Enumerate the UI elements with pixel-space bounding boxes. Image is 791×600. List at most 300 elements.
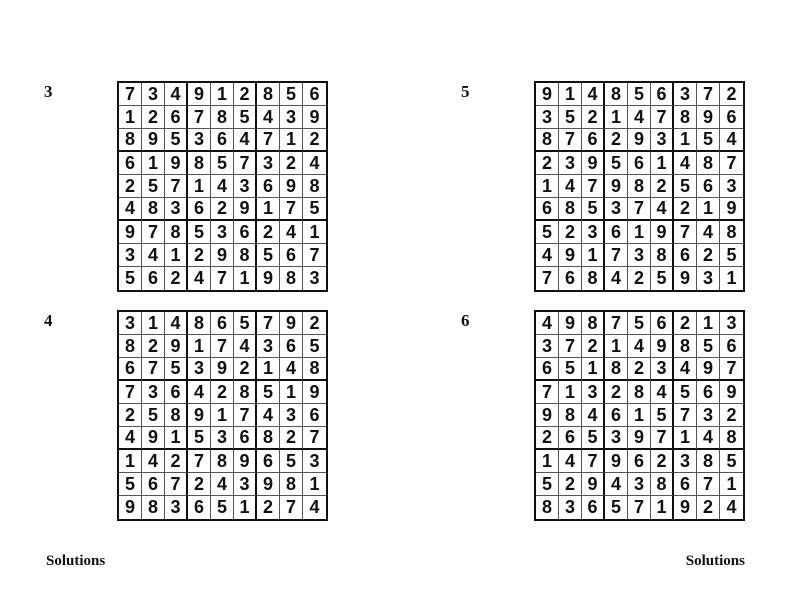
sudoku-cell: 4 [142,244,165,267]
sudoku-cell: 7 [257,129,280,152]
sudoku-cell: 2 [651,175,674,198]
footer-label-left: Solutions [46,553,106,569]
sudoku-cell: 8 [628,175,651,198]
sudoku-cell: 4 [303,152,326,175]
sudoku-cell: 9 [211,244,234,267]
sudoku-cell: 4 [651,381,674,404]
sudoku-cell: 6 [559,267,582,290]
sudoku-cell: 1 [582,244,605,267]
sudoku-cell: 4 [628,335,651,358]
sudoku-cell: 8 [188,312,211,335]
sudoku-cell: 1 [605,335,628,358]
sudoku-cell: 1 [234,496,257,519]
sudoku-cell: 7 [720,152,743,175]
sudoku-cell: 3 [188,358,211,381]
sudoku-cell: 8 [697,152,720,175]
sudoku-cell: 1 [165,244,188,267]
sudoku-cell: 8 [188,152,211,175]
sudoku-cell: 4 [119,198,142,221]
sudoku-cell: 8 [119,335,142,358]
sudoku-cell: 2 [559,221,582,244]
sudoku-cell: 1 [536,175,559,198]
sudoku-cell: 6 [234,221,257,244]
sudoku-cell: 2 [651,450,674,473]
sudoku-cell: 3 [605,427,628,450]
sudoku-cell: 3 [628,473,651,496]
sudoku-cell: 8 [280,267,303,290]
sudoku-cell: 5 [303,198,326,221]
sudoku-cell: 9 [605,450,628,473]
sudoku-cell: 3 [582,221,605,244]
sudoku-cell: 9 [188,404,211,427]
sudoku-cell: 6 [119,358,142,381]
sudoku-cell: 3 [188,129,211,152]
sudoku-cell: 3 [280,404,303,427]
sudoku-cell: 3 [605,198,628,221]
sudoku-cell: 5 [697,335,720,358]
sudoku-cell: 5 [628,312,651,335]
sudoku-cell: 2 [536,427,559,450]
sudoku-cell: 9 [582,152,605,175]
sudoku-cell: 7 [211,335,234,358]
sudoku-cell: 3 [234,473,257,496]
sudoku-cell: 7 [651,106,674,129]
sudoku-cell: 8 [651,244,674,267]
puzzle-number: 5 [461,82,470,101]
sudoku-cell: 3 [651,129,674,152]
sudoku-cell: 2 [119,175,142,198]
sudoku-cell: 2 [697,496,720,519]
sudoku-cell: 9 [119,221,142,244]
sudoku-cell: 6 [628,450,651,473]
sudoku-cell: 3 [651,358,674,381]
sudoku-solution-grid [117,310,328,521]
sudoku-cell: 7 [142,221,165,244]
sudoku-cell: 8 [303,175,326,198]
sudoku-cell: 6 [697,175,720,198]
sudoku-cell: 7 [303,244,326,267]
sudoku-cell: 4 [119,427,142,450]
sudoku-cell: 1 [605,106,628,129]
puzzle-number: 6 [461,311,470,330]
sudoku-cell: 3 [234,175,257,198]
sudoku-cell: 7 [605,244,628,267]
sudoku-cell: 8 [119,129,142,152]
sudoku-cell: 1 [720,473,743,496]
sudoku-cell: 6 [536,198,559,221]
sudoku-cell: 6 [303,404,326,427]
sudoku-cell: 8 [234,244,257,267]
sudoku-cell: 1 [651,496,674,519]
sudoku-cell: 9 [257,473,280,496]
sudoku-cell: 4 [280,221,303,244]
sudoku-cell: 4 [674,152,697,175]
sudoku-cell: 8 [165,221,188,244]
sudoku-cell: 7 [188,450,211,473]
sudoku-cell: 9 [559,312,582,335]
sudoku-cell: 2 [257,221,280,244]
sudoku-cell: 3 [559,496,582,519]
sudoku-cell: 1 [303,221,326,244]
sudoku-cell: 2 [165,450,188,473]
sudoku-cell: 8 [720,221,743,244]
sudoku-cell: 7 [628,198,651,221]
sudoku-cell: 8 [142,496,165,519]
sudoku-cell: 6 [211,129,234,152]
sudoku-cell: 2 [697,244,720,267]
sudoku-cell: 7 [188,106,211,129]
sudoku-cell: 7 [651,427,674,450]
sudoku-cell: 6 [119,152,142,175]
sudoku-cell: 5 [651,404,674,427]
sudoku-cell: 4 [697,427,720,450]
sudoku-cell: 7 [165,175,188,198]
sudoku-cell: 3 [119,312,142,335]
sudoku-cell: 7 [119,83,142,106]
sudoku-cell: 6 [674,473,697,496]
sudoku-cell: 1 [119,450,142,473]
sudoku-cell: 5 [280,83,303,106]
sudoku-cell: 5 [582,198,605,221]
sudoku-cell: 4 [536,312,559,335]
sudoku-cell: 4 [234,129,257,152]
sudoku-cell: 2 [142,106,165,129]
sudoku-cell: 9 [234,450,257,473]
sudoku-cell: 2 [582,335,605,358]
sudoku-cell: 1 [188,175,211,198]
sudoku-cell: 3 [697,404,720,427]
sudoku-cell: 6 [188,198,211,221]
sudoku-cell: 5 [720,244,743,267]
sudoku-cell: 8 [605,358,628,381]
sudoku-cell: 6 [303,83,326,106]
sudoku-cell: 7 [119,381,142,404]
sudoku-cell: 5 [119,473,142,496]
sudoku-cell: 3 [559,152,582,175]
sudoku-cell: 9 [582,473,605,496]
sudoku-cell: 9 [720,198,743,221]
sudoku-cell: 2 [165,267,188,290]
sudoku-cell: 3 [165,496,188,519]
sudoku-cell: 6 [142,267,165,290]
sudoku-cell: 3 [309,268,320,288]
sudoku-cell: 7 [211,267,234,290]
sudoku-solution-grid [117,81,328,292]
sudoku-cell: 7 [697,473,720,496]
sudoku-cell: 2 [674,312,697,335]
sudoku-cell: 2 [628,358,651,381]
sudoku-cell: 8 [559,198,582,221]
sudoku-cell: 6 [211,312,234,335]
sudoku-cell: 7 [234,152,257,175]
sudoku-cell: 2 [211,381,234,404]
sudoku-cell: 1 [697,198,720,221]
sudoku-cell: 3 [211,427,234,450]
sudoku-cell: 5 [257,381,280,404]
sudoku-cell: 2 [628,267,651,290]
sudoku-cell: 1 [280,381,303,404]
sudoku-cell: 8 [211,106,234,129]
sudoku-cell: 8 [211,450,234,473]
sudoku-cell: 5 [559,106,582,129]
sudoku-cell: 1 [628,404,651,427]
sudoku-cell: 5 [536,221,559,244]
sudoku-cell: 8 [142,198,165,221]
sudoku-cell: 6 [697,381,720,404]
sudoku-cell: 5 [165,358,188,381]
sudoku-cell: 2 [303,312,326,335]
sudoku-cell: 8 [674,335,697,358]
sudoku-cell: 1 [674,129,697,152]
sudoku-cell: 7 [720,358,743,381]
sudoku-cell: 1 [188,335,211,358]
sudoku-cell: 9 [674,267,697,290]
sudoku-cell: 1 [257,358,280,381]
sudoku-cell: 1 [726,268,737,288]
sudoku-cell: 3 [536,106,559,129]
sudoku-cell: 9 [142,129,165,152]
sudoku-cell: 2 [720,83,743,106]
sudoku-cell: 5 [234,106,257,129]
sudoku-cell: 1 [234,267,257,290]
sudoku-cell: 8 [582,267,605,290]
sudoku-cell: 8 [165,404,188,427]
sudoku-cell: 3 [720,175,743,198]
sudoku-cell: 1 [165,427,188,450]
sudoku-cell: 1 [211,83,234,106]
sudoku-cell: 8 [582,312,605,335]
sudoku-cell: 1 [536,450,559,473]
sudoku-cell: 1 [697,312,720,335]
sudoku-cell: 2 [188,473,211,496]
sudoku-cell: 8 [257,83,280,106]
sudoku-cell: 8 [257,427,280,450]
sudoku-cell: 5 [280,450,303,473]
sudoku-cell: 4 [280,358,303,381]
sudoku-cell: 4 [674,358,697,381]
sudoku-cell: 3 [280,106,303,129]
sudoku-cell: 9 [303,106,326,129]
sudoku-cell: 3 [628,244,651,267]
sudoku-cell: 1 [280,129,303,152]
sudoku-cell: 6 [234,427,257,450]
sudoku-cell: 4 [142,450,165,473]
sudoku-cell: 7 [628,496,651,519]
sudoku-cell: 1 [142,152,165,175]
sudoku-cell: 8 [536,496,559,519]
sudoku-cell: 2 [303,129,326,152]
sudoku-cell: 6 [280,335,303,358]
sudoku-cell: 1 [559,381,582,404]
sudoku-cell: 4 [536,244,559,267]
sudoku-cell: 3 [142,83,165,106]
sudoku-cell: 2 [188,244,211,267]
sudoku-cell: 1 [559,83,582,106]
sudoku-cell: 4 [165,312,188,335]
sudoku-cell: 7 [582,175,605,198]
sudoku-cell: 1 [142,312,165,335]
sudoku-cell: 7 [165,473,188,496]
sudoku-cell: 5 [697,129,720,152]
sudoku-cell: 2 [559,473,582,496]
sudoku-cell: 4 [697,221,720,244]
sudoku-cell: 9 [559,244,582,267]
sudoku-cell: 8 [536,129,559,152]
sudoku-cell: 5 [720,450,743,473]
sudoku-cell: 7 [674,404,697,427]
sudoku-cell: 6 [165,106,188,129]
sudoku-cell: 7 [559,335,582,358]
sudoku-cell: 6 [188,496,211,519]
sudoku-cell: 5 [651,267,674,290]
sudoku-cell: 2 [280,427,303,450]
sudoku-cell: 6 [674,244,697,267]
sudoku-cell: 3 [257,335,280,358]
sudoku-cell: 4 [211,175,234,198]
sudoku-cell: 6 [582,496,605,519]
sudoku-cell: 4 [582,404,605,427]
sudoku-cell: 9 [165,335,188,358]
sudoku-cell: 9 [720,381,743,404]
sudoku-cell: 7 [536,267,559,290]
sudoku-cell: 2 [280,152,303,175]
sudoku-cell: 6 [582,129,605,152]
sudoku-cell: 6 [605,221,628,244]
sudoku-cell: 6 [720,106,743,129]
sudoku-cell: 4 [188,381,211,404]
sudoku-cell: 6 [605,404,628,427]
sudoku-cell: 9 [536,404,559,427]
sudoku-cell: 4 [628,106,651,129]
sudoku-cell: 9 [119,496,142,519]
sudoku-cell: 2 [674,198,697,221]
sudoku-cell: 5 [188,427,211,450]
sudoku-cell: 1 [303,473,326,496]
sudoku-cell: 3 [536,335,559,358]
sudoku-cell: 9 [674,496,697,519]
sudoku-cell: 7 [303,427,326,450]
sudoku-cell: 4 [605,473,628,496]
sudoku-cell: 7 [674,221,697,244]
sudoku-cell: 9 [142,427,165,450]
sudoku-solution-grid [534,310,745,521]
sudoku-cell: 5 [142,175,165,198]
sudoku-cell: 8 [559,404,582,427]
sudoku-cell: 3 [165,198,188,221]
sudoku-cell: 2 [119,404,142,427]
sudoku-cell: 9 [651,335,674,358]
sudoku-cell: 5 [257,244,280,267]
sudoku-cell: 5 [119,267,142,290]
sudoku-cell: 5 [559,358,582,381]
sudoku-cell: 1 [651,152,674,175]
sudoku-cell: 4 [257,404,280,427]
sudoku-cell: 2 [142,335,165,358]
sudoku-cell: 7 [559,129,582,152]
sudoku-cell: 9 [280,312,303,335]
sudoku-cell: 6 [651,312,674,335]
sudoku-cell: 1 [674,427,697,450]
sudoku-cell: 3 [257,152,280,175]
sudoku-cell: 2 [582,106,605,129]
sudoku-cell: 2 [234,358,257,381]
sudoku-cell: 8 [234,381,257,404]
sudoku-cell: 3 [303,450,326,473]
sudoku-cell: 4 [559,175,582,198]
sudoku-cell: 9 [165,152,188,175]
sudoku-cell: 1 [582,358,605,381]
sudoku-cell: 6 [142,473,165,496]
sudoku-cell: 7 [280,198,303,221]
sudoku-cell: 2 [234,83,257,106]
sudoku-cell: 9 [536,83,559,106]
sudoku-cell: 6 [257,450,280,473]
sudoku-cell: 8 [720,427,743,450]
sudoku-cell: 4 [188,267,211,290]
sudoku-cell: 3 [211,221,234,244]
sudoku-cell: 6 [559,427,582,450]
sudoku-cell: 9 [651,221,674,244]
sudoku-cell: 4 [559,450,582,473]
sudoku-cell: 9 [628,427,651,450]
sudoku-cell: 8 [628,381,651,404]
puzzle-number: 3 [44,82,53,101]
sudoku-cell: 3 [582,381,605,404]
sudoku-cell: 4 [651,198,674,221]
sudoku-cell: 7 [582,450,605,473]
sudoku-cell: 5 [674,381,697,404]
sudoku-cell: 9 [234,198,257,221]
sudoku-cell: 6 [165,381,188,404]
footer-label-right: Solutions [685,553,745,569]
sudoku-cell: 3 [720,312,743,335]
sudoku-cell: 4 [211,473,234,496]
sudoku-cell: 8 [674,106,697,129]
sudoku-cell: 8 [605,83,628,106]
sudoku-cell: 2 [211,198,234,221]
sudoku-cell: 7 [257,312,280,335]
sudoku-cell: 5 [303,335,326,358]
sudoku-cell: 1 [628,221,651,244]
sudoku-cell: 2 [536,152,559,175]
sudoku-cell: 5 [582,427,605,450]
sudoku-cell: 3 [119,244,142,267]
sudoku-cell: 1 [119,106,142,129]
sudoku-cell: 9 [280,175,303,198]
sudoku-cell: 2 [720,404,743,427]
sudoku-cell: 2 [605,381,628,404]
sudoku-cell: 5 [165,129,188,152]
sudoku-cell: 3 [674,83,697,106]
sudoku-cell: 6 [280,244,303,267]
sudoku-cell: 8 [303,358,326,381]
sudoku-cell: 5 [188,221,211,244]
sudoku-cell: 8 [697,450,720,473]
sudoku-cell: 1 [257,198,280,221]
sudoku-cell: 6 [536,358,559,381]
sudoku-cell: 9 [628,129,651,152]
sudoku-cell: 5 [211,496,234,519]
sudoku-cell: 3 [142,381,165,404]
sudoku-cell: 6 [628,152,651,175]
sudoku-cell: 9 [697,358,720,381]
sudoku-cell: 7 [605,312,628,335]
sudoku-cell: 5 [211,152,234,175]
sudoku-cell: 4 [720,129,743,152]
sudoku-cell: 4 [582,83,605,106]
sudoku-cell: 3 [697,267,720,290]
sudoku-cell: 5 [605,496,628,519]
